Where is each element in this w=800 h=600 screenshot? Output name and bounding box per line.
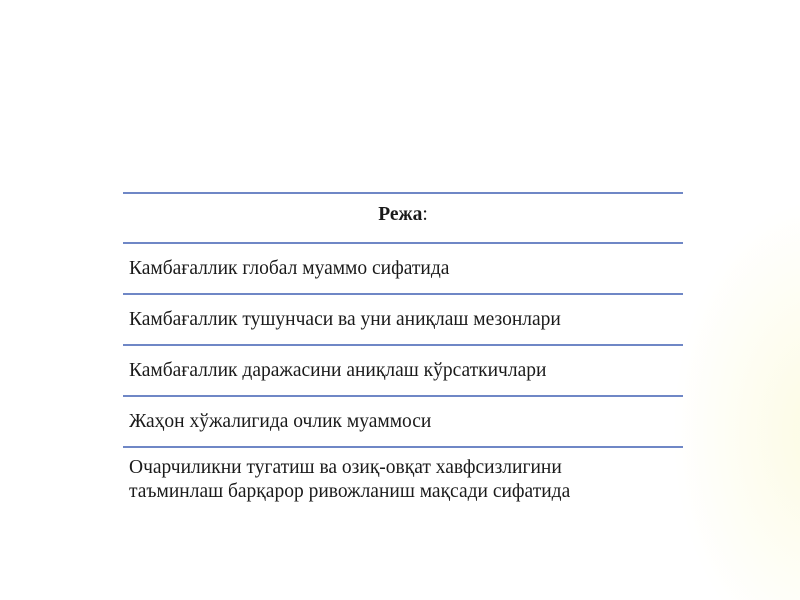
plan-table [123,192,683,504]
plan-item-row [123,446,683,504]
plan-item-text: Камбағаллик даражасини аниқлаш кўрсаткичлари [129,359,547,381]
plan-title: Режа: [378,204,428,225]
plan-item-text-line-1: Очарчиликни тугатиш ва озиқ-овқат хавфсизлигини [129,457,562,478]
plan-item-row [123,344,683,395]
plan-item-text: Камбағаллик глобал муаммо сифатида [129,257,450,279]
plan-item-text: Камбағаллик тушунчаси ва уни аниқлаш мезонлари [129,308,561,330]
plan-item-row [123,293,683,344]
plan-item-row [123,242,683,293]
plan-header-row [123,192,683,242]
plan-item-text: Жаҳон хўжалигида очлик муаммоси [129,410,432,432]
plan-item-text-multiline [129,456,570,504]
plan-item-text-line-2: таъминлаш барқарор ривожланиш мақсади сифатида [129,481,571,502]
plan-item-row [123,395,683,446]
